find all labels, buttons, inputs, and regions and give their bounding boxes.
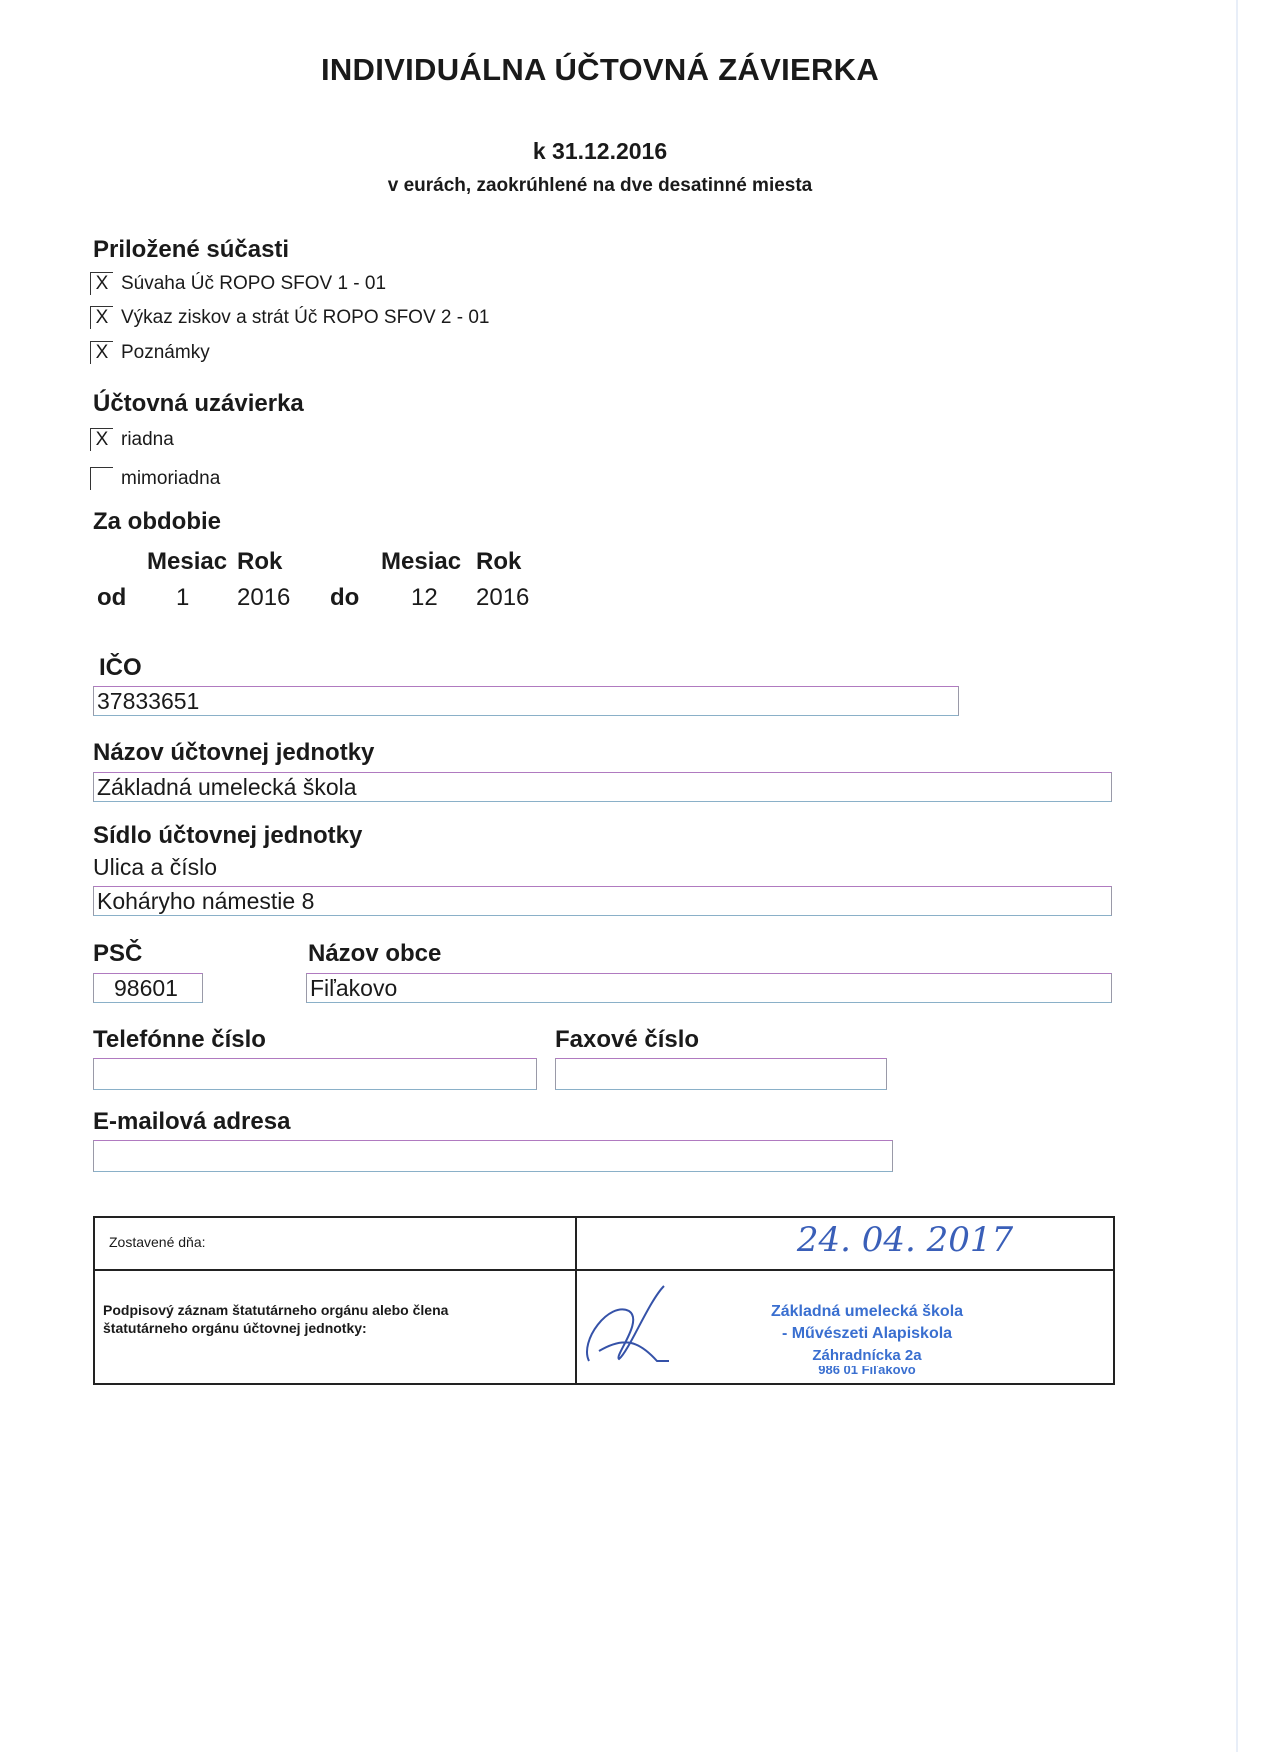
- stamp-line: Základná umelecká škola: [770, 1303, 964, 1320]
- attachment-item: [90, 341, 210, 364]
- to-month: 12: [411, 584, 438, 611]
- signature-table: [93, 1216, 1115, 1385]
- compiled-label-cell: [94, 1217, 576, 1270]
- stamp-line: Záhradnícka 2a: [812, 1347, 922, 1364]
- street-label: Ulica a číslo: [93, 854, 217, 880]
- closing-option-label: mimoriadna: [121, 467, 221, 489]
- month-label: Mesiac: [147, 548, 228, 575]
- stamp-line: - Művészeti Alapiskola: [781, 1325, 953, 1342]
- checkbox[interactable]: X: [90, 341, 113, 364]
- closing-option-label: riadna: [121, 428, 174, 450]
- checkbox[interactable]: [90, 467, 113, 490]
- email-label: E-mailová adresa: [93, 1108, 291, 1135]
- fax-field[interactable]: [555, 1058, 887, 1090]
- compiled-date: 24. 04. 2017: [796, 1220, 1014, 1260]
- town-label: Názov obce: [308, 940, 442, 967]
- sign-label: Podpisový záznam štatutárneho orgánu alebo člena štatutárneho orgánu účtovnej jednotky:: [103, 1302, 449, 1336]
- attachments-heading: Priložené súčasti: [93, 236, 290, 263]
- document-title: INDIVIDUÁLNA ÚČTOVNÁ ZÁVIERKA: [320, 52, 880, 87]
- checkbox[interactable]: X: [90, 428, 113, 451]
- email-field[interactable]: [93, 1140, 893, 1172]
- ico-field[interactable]: 37833651: [93, 686, 959, 716]
- attachment-label: Poznámky: [121, 341, 210, 363]
- school-stamp: [577, 1303, 997, 1376]
- seat-label: Sídlo účtovnej jednotky: [93, 822, 363, 849]
- from-label: od: [97, 584, 127, 611]
- year-label: Rok: [476, 548, 522, 575]
- sign-cell: [576, 1270, 1114, 1384]
- to-label: do: [330, 584, 360, 611]
- psc-field[interactable]: 98601: [93, 973, 203, 1003]
- month-label: Mesiac: [381, 548, 462, 575]
- psc-label: PSČ: [93, 940, 143, 967]
- checkbox[interactable]: X: [90, 306, 113, 329]
- attachment-item: [90, 306, 490, 329]
- closing-heading: Účtovná uzávierka: [93, 390, 304, 417]
- entity-name-field[interactable]: Základná umelecká škola: [93, 772, 1112, 802]
- attachment-label: Výkaz ziskov a strát Úč ROPO SFOV 2 - 01: [121, 306, 490, 328]
- town-field[interactable]: Fiľakovo: [306, 973, 1112, 1003]
- scan-edge: [1236, 0, 1238, 1752]
- phone-field[interactable]: [93, 1058, 537, 1090]
- to-year: 2016: [476, 584, 530, 611]
- year-label: Rok: [237, 548, 283, 575]
- currency-note: v eurách, zaokrúhlené na dve desatinné miesta: [387, 175, 813, 196]
- closing-option: [90, 467, 220, 490]
- stamp-line: 986 01 Fiľakovo: [818, 1366, 916, 1376]
- compiled-date-cell: [576, 1217, 1114, 1270]
- compiled-label: Zostavené dňa:: [109, 1234, 206, 1250]
- from-year: 2016: [237, 584, 291, 611]
- attachment-item: [90, 272, 386, 295]
- report-date: k 31.12.2016: [532, 138, 668, 164]
- period-heading: Za obdobie: [93, 508, 221, 535]
- ico-label: IČO: [99, 654, 142, 681]
- street-field[interactable]: Koháryho námestie 8: [93, 886, 1112, 916]
- sign-label-cell: [94, 1270, 576, 1384]
- attachment-label: Súvaha Úč ROPO SFOV 1 - 01: [121, 272, 387, 294]
- fax-label: Faxové číslo: [555, 1026, 700, 1053]
- from-month: 1: [176, 584, 190, 611]
- closing-option: [90, 428, 174, 451]
- phone-label: Telefónne číslo: [93, 1026, 266, 1053]
- entity-name-label: Názov účtovnej jednotky: [93, 739, 375, 766]
- checkbox[interactable]: X: [90, 272, 113, 295]
